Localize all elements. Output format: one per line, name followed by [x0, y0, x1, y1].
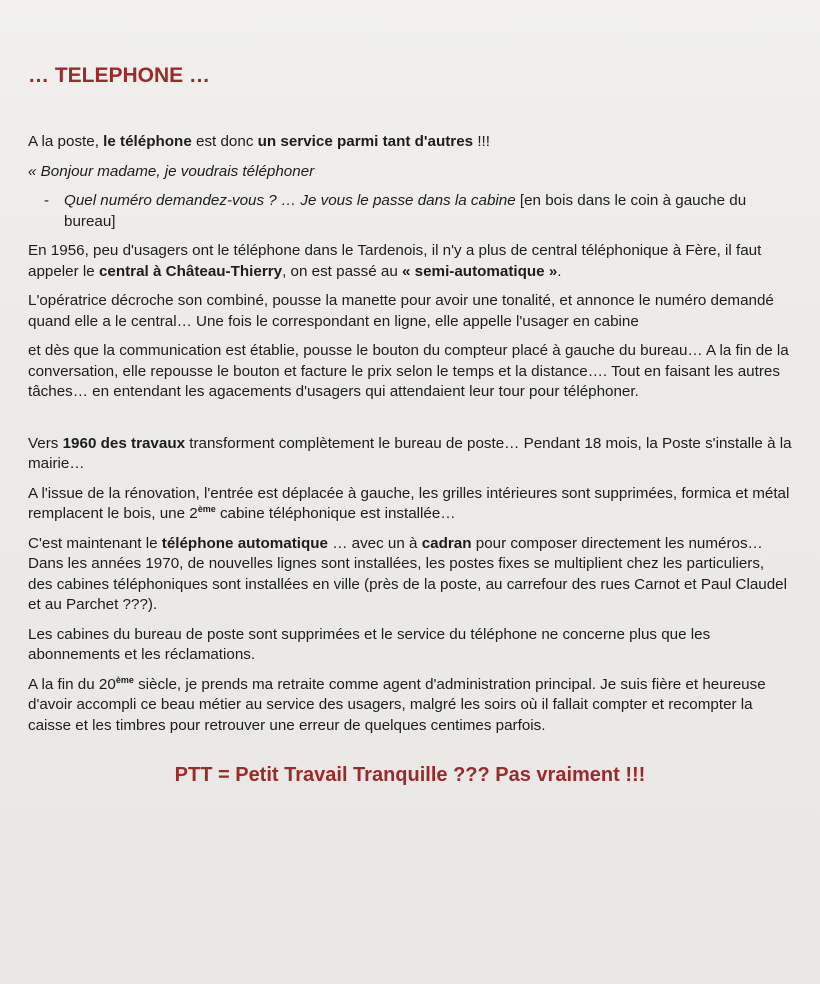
- document-body: [28, 132, 792, 745]
- text-run: C'est maintenant le: [28, 534, 162, 552]
- text-run: transforment complètement le bureau de poste… Pendant 18 mois, la Poste s'installe à la mairie…: [28, 434, 792, 472]
- paragraph-retraite: [28, 675, 792, 737]
- closing-line: PTT = Petit Travail Tranquille ??? Pas vraiment !!!: [174, 764, 646, 786]
- bold-text: 1960 des travaux: [62, 434, 186, 452]
- superscript: ème: [197, 503, 216, 514]
- paragraph-1960: [28, 434, 792, 475]
- text-run: cabine téléphonique est installée…: [215, 505, 456, 522]
- paragraph-cabines: Les cabines du bureau de poste sont supprimées et le service du téléphone ne concerne plus que les abonnements et les réclamations.: [28, 625, 711, 663]
- text-run: pour composer directement les numéros… Dans les années 1970, de nouvelles lignes sont installées, les postes fixes se multiplient chez les particuliers, des cabines téléphoniques sont installées en ville (près de la poste, au carrefour des rues Carnot et Paul Claudel et au Parchet ???).: [28, 534, 787, 613]
- bold-text: central à Château-Thierry: [98, 262, 283, 280]
- dash-marker: -: [44, 192, 50, 209]
- bold-text: « semi-automatique »: [402, 262, 558, 280]
- text-run: A l'issue de la rénovation, l'entrée est déplacée à gauche, les grilles intérieures sont supprimées, formica et métal remplacent le bois, une 2: [28, 484, 790, 522]
- dialogue-line: [28, 191, 792, 232]
- paragraph-intro: [28, 132, 792, 153]
- paragraph-communication: et dès que la communication est établie, pousse le bouton du compteur placé à gauche du bureau… A la fin de la conversation, elle repousse le bouton et facture le prix selon le temps et la distance…. Tout en faisant les autres tâches… en entendant les agacements d'usagers qui attendaient leur tour pour téléphoner.: [28, 342, 789, 400]
- paragraph-operatrice: L'opératrice décroche son combiné, pousse la manette pour avoir une tonalité, et annonce le numéro demandé quand elle a le central… Une fois le correspondant en ligne, elle appelle l'usager en cabine: [28, 292, 774, 330]
- text-run: [en bois dans le coin à gauche du bureau]: [64, 192, 747, 230]
- text-run: !!!: [473, 133, 490, 150]
- text-run: , on est passé au: [282, 262, 402, 280]
- italic-quote: « Bonjour madame, je voudrais téléphoner: [28, 162, 315, 180]
- superscript: ème: [115, 674, 134, 685]
- text-run: Vers: [28, 434, 63, 452]
- text-run: .: [557, 262, 562, 280]
- italic-quote: Quel numéro demandez-vous ? … Je vous le passe dans la cabine: [64, 192, 516, 209]
- text-run: A la fin du 20: [28, 675, 116, 693]
- text-run: A la poste,: [28, 133, 104, 150]
- paragraph-1956: [28, 241, 792, 282]
- bold-text: un service parmi tant d'autres: [257, 133, 474, 150]
- bold-text: téléphone automatique: [161, 534, 328, 552]
- quote-intro: [28, 162, 792, 183]
- paragraph-automatique: [28, 534, 792, 616]
- text-run: En 1956, peu d'usagers ont le téléphone dans le Tardenois, il n'y a plus de central téléphonique à Fère, il faut appeler le: [28, 242, 762, 280]
- paragraph-renovation: [28, 484, 792, 525]
- page-title: … TELEPHONE …: [28, 64, 211, 87]
- bold-text: cadran: [421, 534, 472, 552]
- text-run: siècle, je prends ma retraite comme agent d'administration principal. Je suis fière et heureuse d'avoir accompli ce beau métier au service des usagers, malgré les soirs où il fallait compter et recompter la caisse et les timbres pour retrouver une erreur de quelques centimes parfois.: [28, 675, 766, 734]
- text-run: est donc: [191, 133, 258, 150]
- section-gap: [28, 412, 792, 434]
- dialogue-text: [64, 191, 792, 232]
- text-run: … avec un à: [328, 534, 422, 552]
- bold-text: le téléphone: [103, 133, 192, 150]
